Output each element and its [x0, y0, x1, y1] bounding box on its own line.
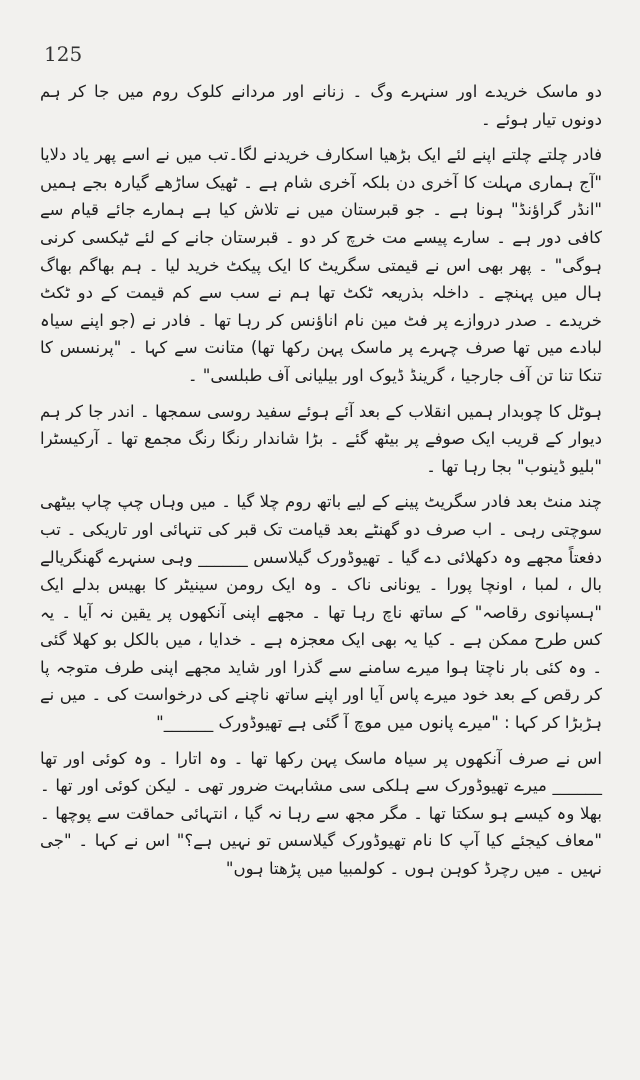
page-number: 125	[44, 42, 83, 66]
paragraph: ہوٹل کا چوبدار ہمیں انقلاب کے بعد آئے ہوئے سفید روسی سمجھا ۔ اندر جا کر ہم دیوار کے قریب ایک صوفے پر بیٹھ گئے ۔ بڑا شاندار رنگا رنگ مجمع تھا ۔ آرکیسٹرا "بلیو ڈینوب" بجا رہا تھا ۔	[40, 401, 602, 476]
paragraph: اس نے صرف آنکھوں پر سیاہ ماسک پہن رکھا تھا ۔ وہ اتارا ۔ وہ کوئی اور تھا ______ میرے تھیوڈورک سے ہلکی سی مشابہت ضرور تھی ۔ لیکن کوئی اور تھا ۔ بھلا وہ کیسے ہو سکتا تھا ۔ مگر مجھ سے رہا نہ گیا ، انتہائی حماقت سے پوچھا ۔ "معاف کیجئے کیا آپ کا نام تھیوڈورک گیلاسس تو نہیں ہے؟" اس نے کہا ۔ "جی نہیں ۔ میں رچرڈ کوہن ہوں ۔ کولمبیا میں پڑھتا ہوں"	[40, 748, 602, 879]
paragraph: فادر چلتے چلتے اپنے لئے ایک بڑھیا اسکارف خریدنے لگا۔تب میں نے اسے پھر یاد دلایا "آج ہماری مہلت کا آخری دن بلکہ آخری شام ہے ۔ ٹھیک ساڑھے گیارہ بجے ہمیں "انڈر گراؤنڈ" ہونا ہے ۔ جو قبرستان میں نے تلاش کیا ہے ہمارے جائے قیام سے کافی دور ہے ۔ سارے پیسے مت خرچ کر دو ۔ قبرستان جانے کے لئے ٹیکسی کرنی ہوگی" ۔ پھر بھی اس نے قیمتی سگریٹ کا ایک پیکٹ خرید لیا ۔ ہم بھاگم بھاگ ہال میں پہنچے ۔ داخلہ بذریعہ ٹکٹ تھا ہم نے سب سے کم قیمت کے دو ٹکٹ خریدے ۔ صدر دروازے پر فٹ مین نام اناؤنس کر رہا تھا ۔ فادر نے (جو اپنے سیاہ لبادے میں تھا صرف چہرے پر ماسک پہن رکھا تھا) متانت سے کہا ۔ "پرنسس کا تنکا تنا تن آف جارجیا ، گرینڈ ڈیوک اور بیلیانی آف طبلسی" ۔	[40, 145, 602, 385]
paragraph: دو ماسک خریدے اور سنہرے وگ ۔ زنانے اور مردانے کلوک روم میں جا کر ہم دونوں تیار ہوئے ۔	[40, 82, 602, 129]
paragraph: چند منٹ بعد فادر سگریٹ پینے کے لیے باتھ روم چلا گیا ۔ میں وہاں چپ چاپ بیٹھی سوچتی رہی ۔ اب صرف دو گھنٹے بعد قیامت تک قبر کی تنہائی اور تاریکی ۔ تب دفعتاً مجھے وہ دکھلائی دے گیا ۔ تھیوڈورک گیلاسس ______ وہی سنہرے گھنگریالے بال ، لمبا ، اونچا پورا ۔ یونانی ناک ۔ وہ ایک رومن سینیٹر کا بھیس بدلے ایک "ہسپانوی رقاصہ" کے ساتھ ناچ رہا تھا ۔ مجھے اپنی آنکھوں پر یقین نہ آیا ۔ یہ کس طرح ممکن ہے ۔ کیا یہ بھی ایک معجزہ ہے ۔ خدایا ، میں بالکل بو کھلا گئی ۔ وہ کئی بار ناچتا ہوا میرے سامنے سے گذرا اور شاید مجھے اپنی طرف متوجہ پا کر رقص کے بعد خود میرے پاس آیا اور اپنے ساتھ ناچنے کی درخواست کی ۔ میں نے ہڑبڑا کر کہا : "میرے پانوں میں موچ آ گئی ہے تھیوڈورک ______"	[40, 492, 602, 733]
body-text	[40, 78, 602, 891]
